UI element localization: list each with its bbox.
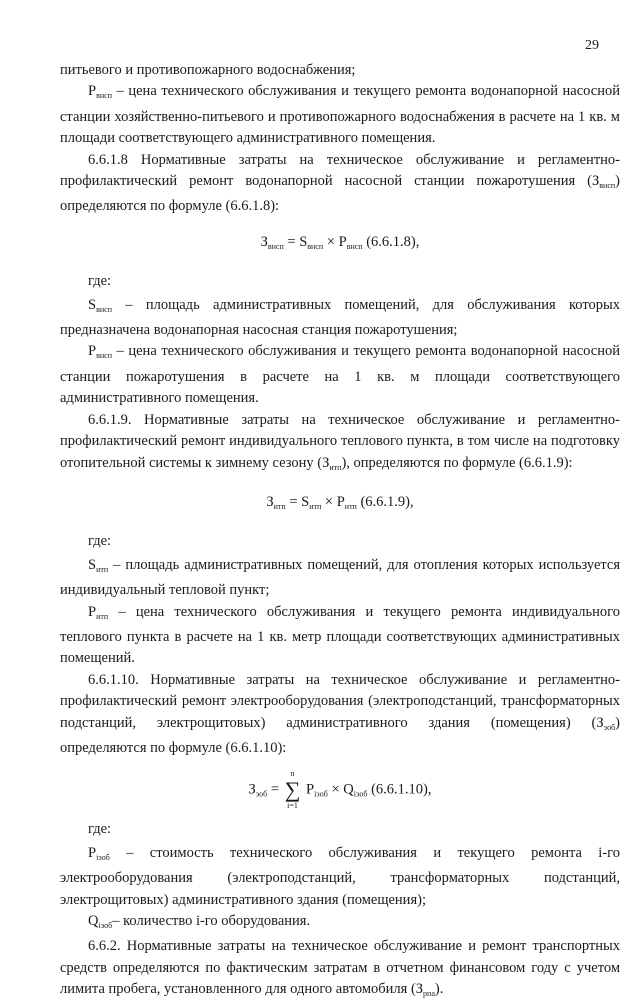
section-6-6-2: 6.6.2. Нормативные затраты на техническое обслуживание и ремонт транспортных средств определяются по фактическим затратам в отчетном финансовом году с учетом лимита пробега, установленного для одного автомобиля $(З_{рпа})$. — [60, 938, 620, 999]
where-label-2: где: — [88, 533, 112, 550]
section-6-6-1-10: 6.6.1.10. Нормативные затраты на техническое обслуживание и регламентно-профилактический ремонт электрооборудования (электроподстанций, трансформаторных подстанций, электрощитовых) административного здания (помещения) $(З_{эоб})$ определяются по формуле (6.6.1.10): — [60, 671, 620, 756]
section-6-6-1-9: 6.6.1.9. Нормативные затраты на техническое обслуживание и регламентно-профилактический ремонт индивидуального теплового пункта, в том числе на подготовку отопительной системы к зимнему сезону $(З_{итп})$, определяются по формуле (6.6.1.9): — [60, 411, 620, 472]
definition-q-eob: $Q_{iэоб}-$ количество i-го оборудования. — [88, 913, 311, 930]
where-label-1: где: — [88, 273, 112, 290]
document-body — [60, 60, 620, 1005]
definition-s-vnsp: $S_{внсп}$ – площадь административных помещений, для обслуживания которых предназначена водонапорная насосная станция пожаротушения; — [60, 296, 620, 339]
formula-6-6-1-8: $З_{внсп} = S_{внсп} \times P_{внсп}$ (6.6.1.8), — [260, 233, 420, 251]
definition-p-eob: $P_{iэоб}$ – стоимость технического обслуживания и текущего ремонта i-го электрооборудования (электроподстанций, трансформаторных подстанций, электрощитовых) административного здания (помещения); — [60, 844, 621, 908]
definition-p-itp: $P_{итп}$ – цена технического обслуживания и текущего ремонта индивидуального теплового пункта в расчете на 1 кв. метр площади соответствующих административных помещений. — [60, 603, 621, 667]
section-6-6-1-8: 6.6.1.8 Нормативные затраты на техническое обслуживание и регламентно-профилактический ремонт водонапорной насосной станции пожаротушения $(З_{внсп})$ определяются по формуле (6.6.1.8): — [60, 151, 620, 215]
formula-6-6-1-10: $З_{эоб}$ = n ∑ i=1 $P_{iэоб} \times Q_{iэоб}$ (6.6.1.10), — [248, 769, 432, 811]
paragraph-continuation: питьевого и противопожарного водоснабжения; — [60, 62, 356, 78]
where-label-3: где: — [88, 821, 112, 838]
summation-sign: n ∑ i=1 — [284, 769, 301, 811]
definition-p-vnsp: $P_{внсп}$ – цена технического обслуживания и текущего ремонта водонапорной насосной станции пожаротушения в расчете на 1 кв. м площади соответствующего административного помещения. — [60, 343, 620, 407]
definition-s-itp: $S_{итп}$ – площадь административных помещений, для отопления которых используется индивидуальный тепловой пункт; — [60, 556, 620, 599]
definition-p-vnsp-hp: $P_{внсп}$ – цена технического обслуживания и текущего ремонта водонапорной насосной станции хозяйственно-питьевого и противопожарного водоснабжения в расчете на 1 кв. м площади соответствующего административного помещения. — [60, 83, 620, 147]
page-number: 29 — [585, 38, 599, 53]
formula-6-6-1-9: $З_{итп} = S_{итп} \times P_{итп}$ (6.6.1.9), — [266, 493, 414, 511]
